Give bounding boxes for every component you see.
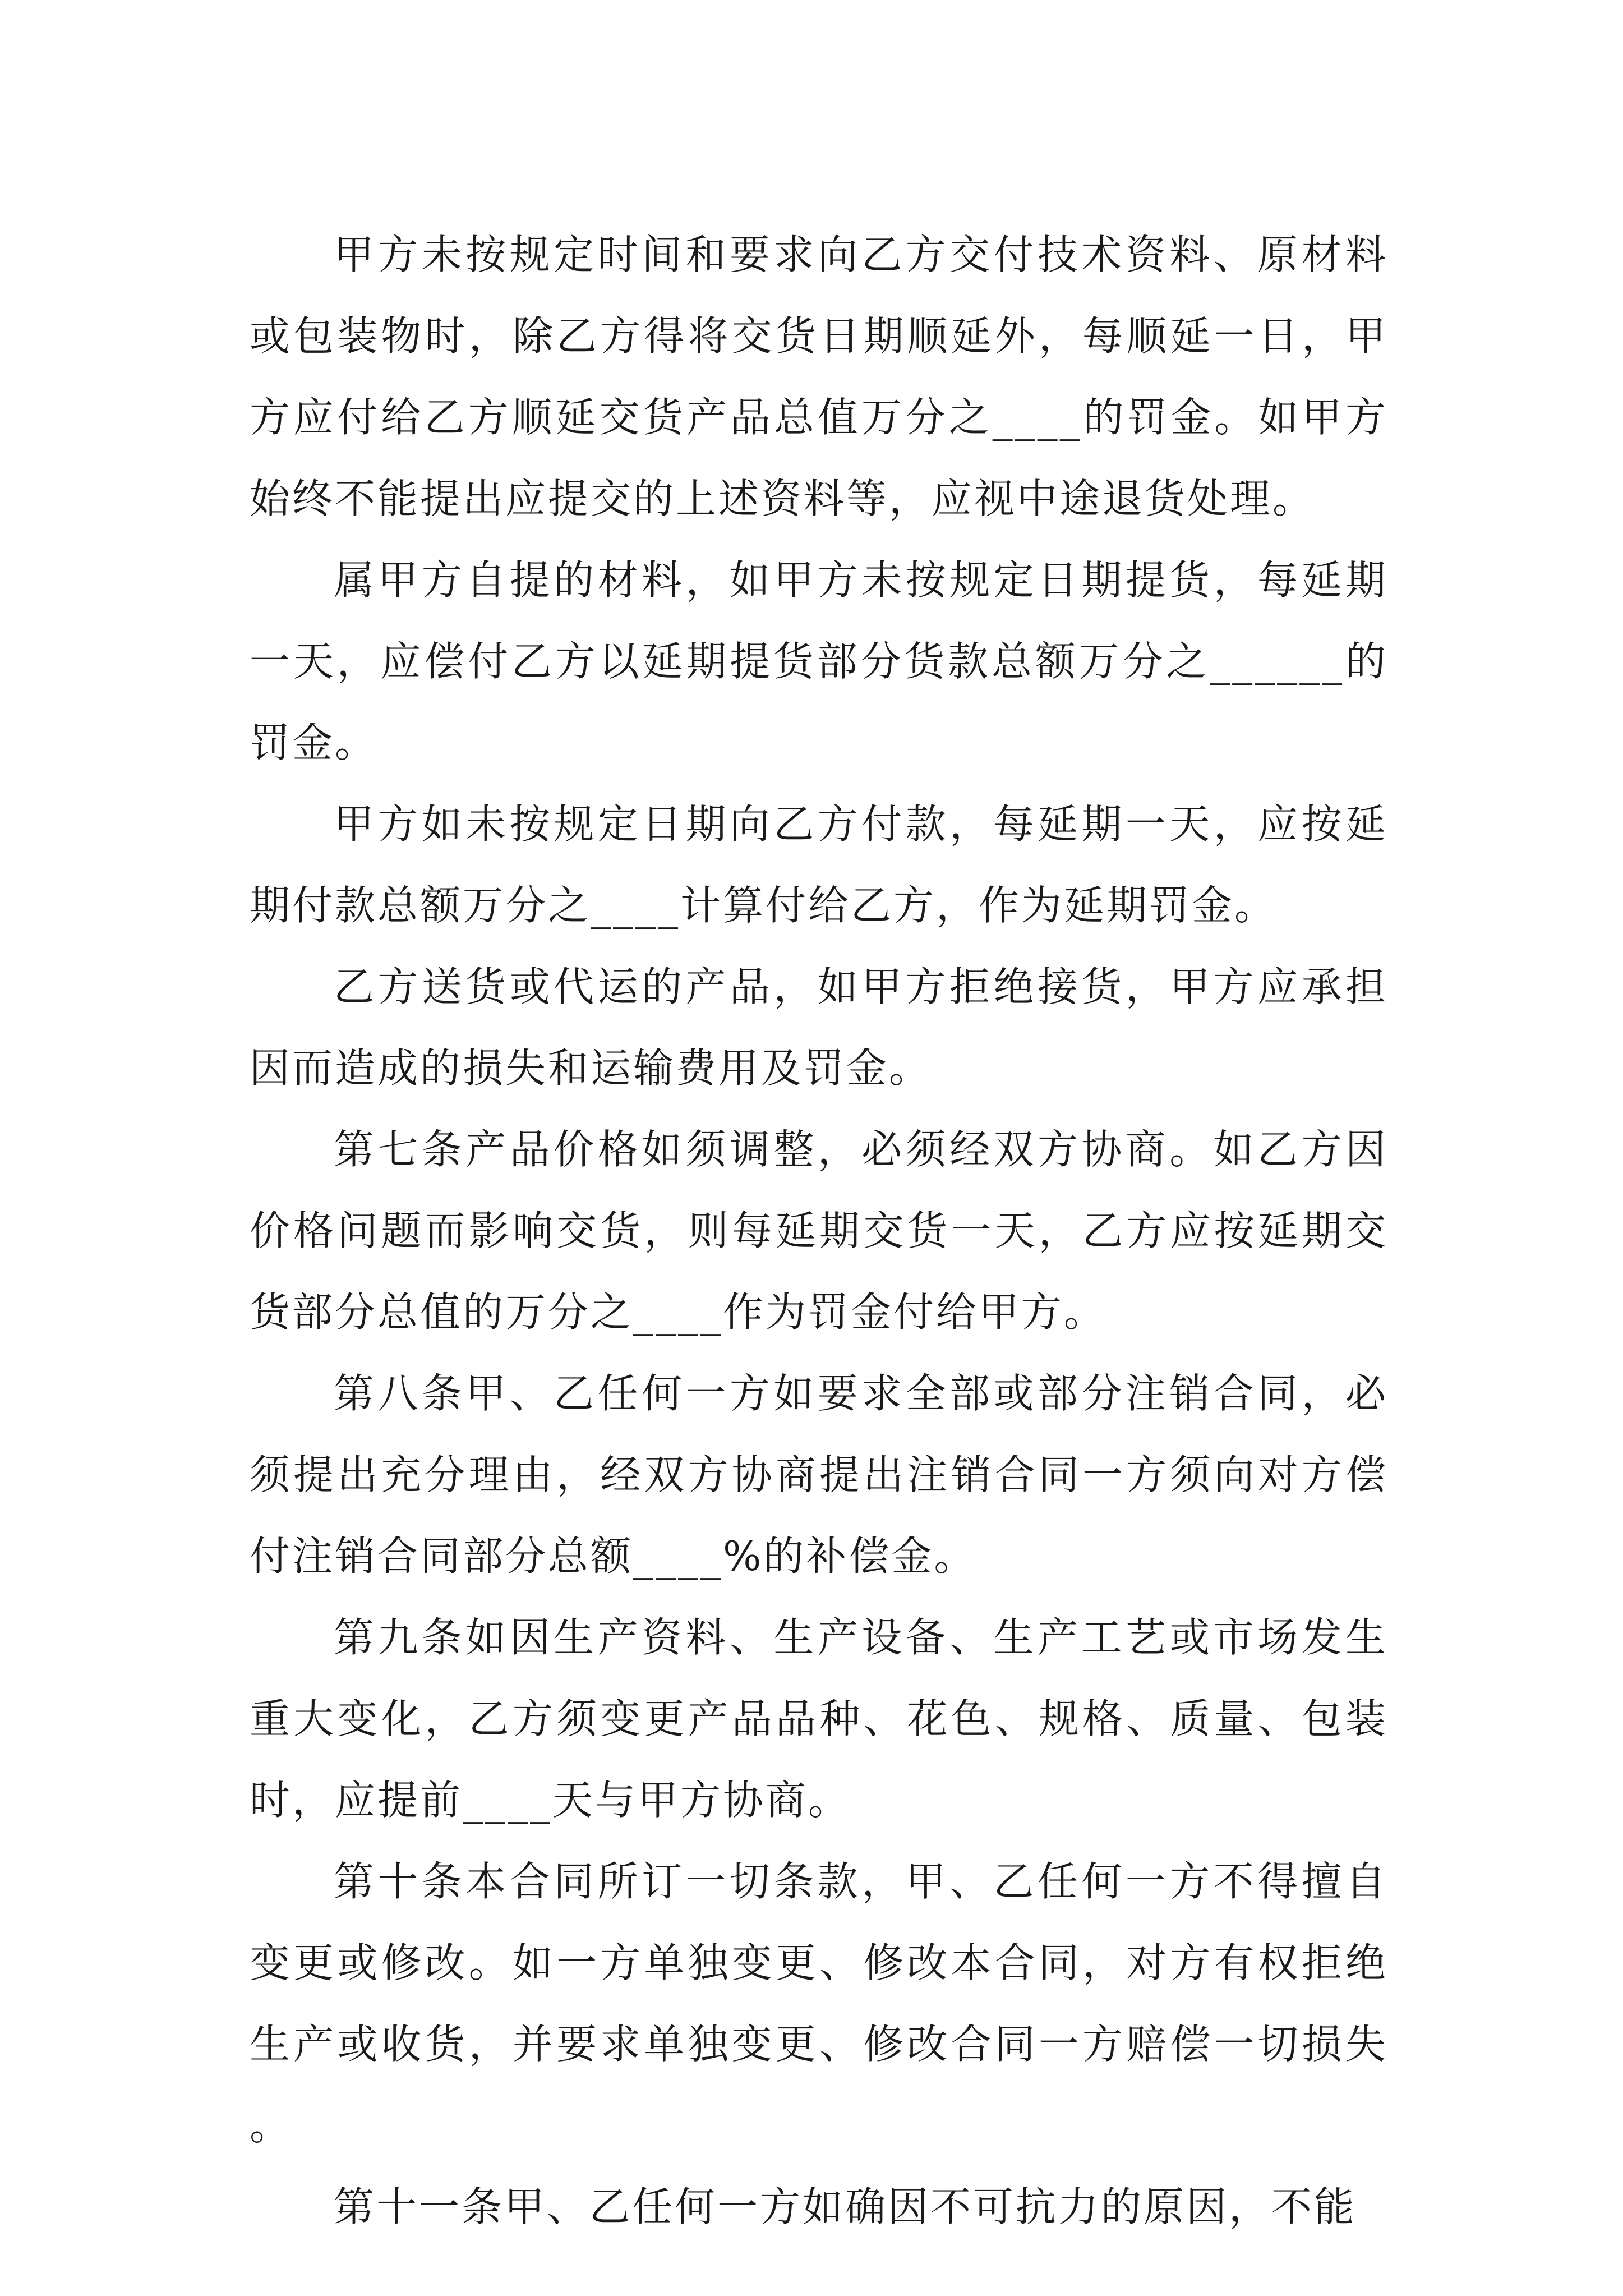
paragraph-article-11-force-majeure: 第十一条甲、乙任何一方如确因不可抗力的原因，不能 bbox=[334, 2183, 1357, 2230]
paragraph-article-10-no-unilateral-change: 第十条本合同所订一切条款，甲、乙任何一方不得擅自变更或修改。如一方单独变更、修改本合同，对方有权拒绝生产或收货，并要求单独变更、修改合同一方赔偿一切损失。 bbox=[250, 1858, 1388, 2149]
paragraph-refused-delivery: 乙方送货或代运的产品，如甲方拒绝接货，甲方应承担因而造成的损失和运输费用及罚金。 bbox=[250, 963, 1388, 1092]
paragraph-article-8-contract-cancellation: 第八条甲、乙任何一方如要求全部或部分注销合同，必须提出充分理由，经双方协商提出注销合同一方须向对方偿付注销合同部分总额____%的补偿金。 bbox=[250, 1370, 1388, 1580]
paragraph-article-9-product-change: 第九条如因生产资料、生产设备、生产工艺或市场发生重大变化，乙方须变更产品品种、花色、规格、质量、包装时，应提前____天与甲方协商。 bbox=[250, 1614, 1388, 1824]
paragraph-article-7-price-adjustment: 第七条产品价格如须调整，必须经双方协商。如乙方因价格问题而影响交货，则每延期交货一天，乙方应按延期交货部分总值的万分之____作为罚金付给甲方。 bbox=[250, 1126, 1388, 1336]
paragraph-late-pickup-penalty: 属甲方自提的材料，如甲方未按规定日期提货，每延期一天，应偿付乙方以延期提货部分货款总额万分之______的罚金。 bbox=[250, 556, 1388, 766]
document-body bbox=[250, 214, 1388, 2248]
paragraph-late-payment-penalty: 甲方如未按规定日期向乙方付款，每延期一天，应按延期付款总额万分之____计算付给乙方，作为延期罚金。 bbox=[250, 800, 1388, 929]
paragraph-late-materials-penalty: 甲方未按规定时间和要求向乙方交付技术资料、原材料或包装物时，除乙方得将交货日期顺延外，每顺延一日，甲方应付给乙方顺延交货产品总值万分之____的罚金。如甲方始终不能提出应提交的上述资料等，应视中途退货处理。 bbox=[250, 231, 1388, 522]
